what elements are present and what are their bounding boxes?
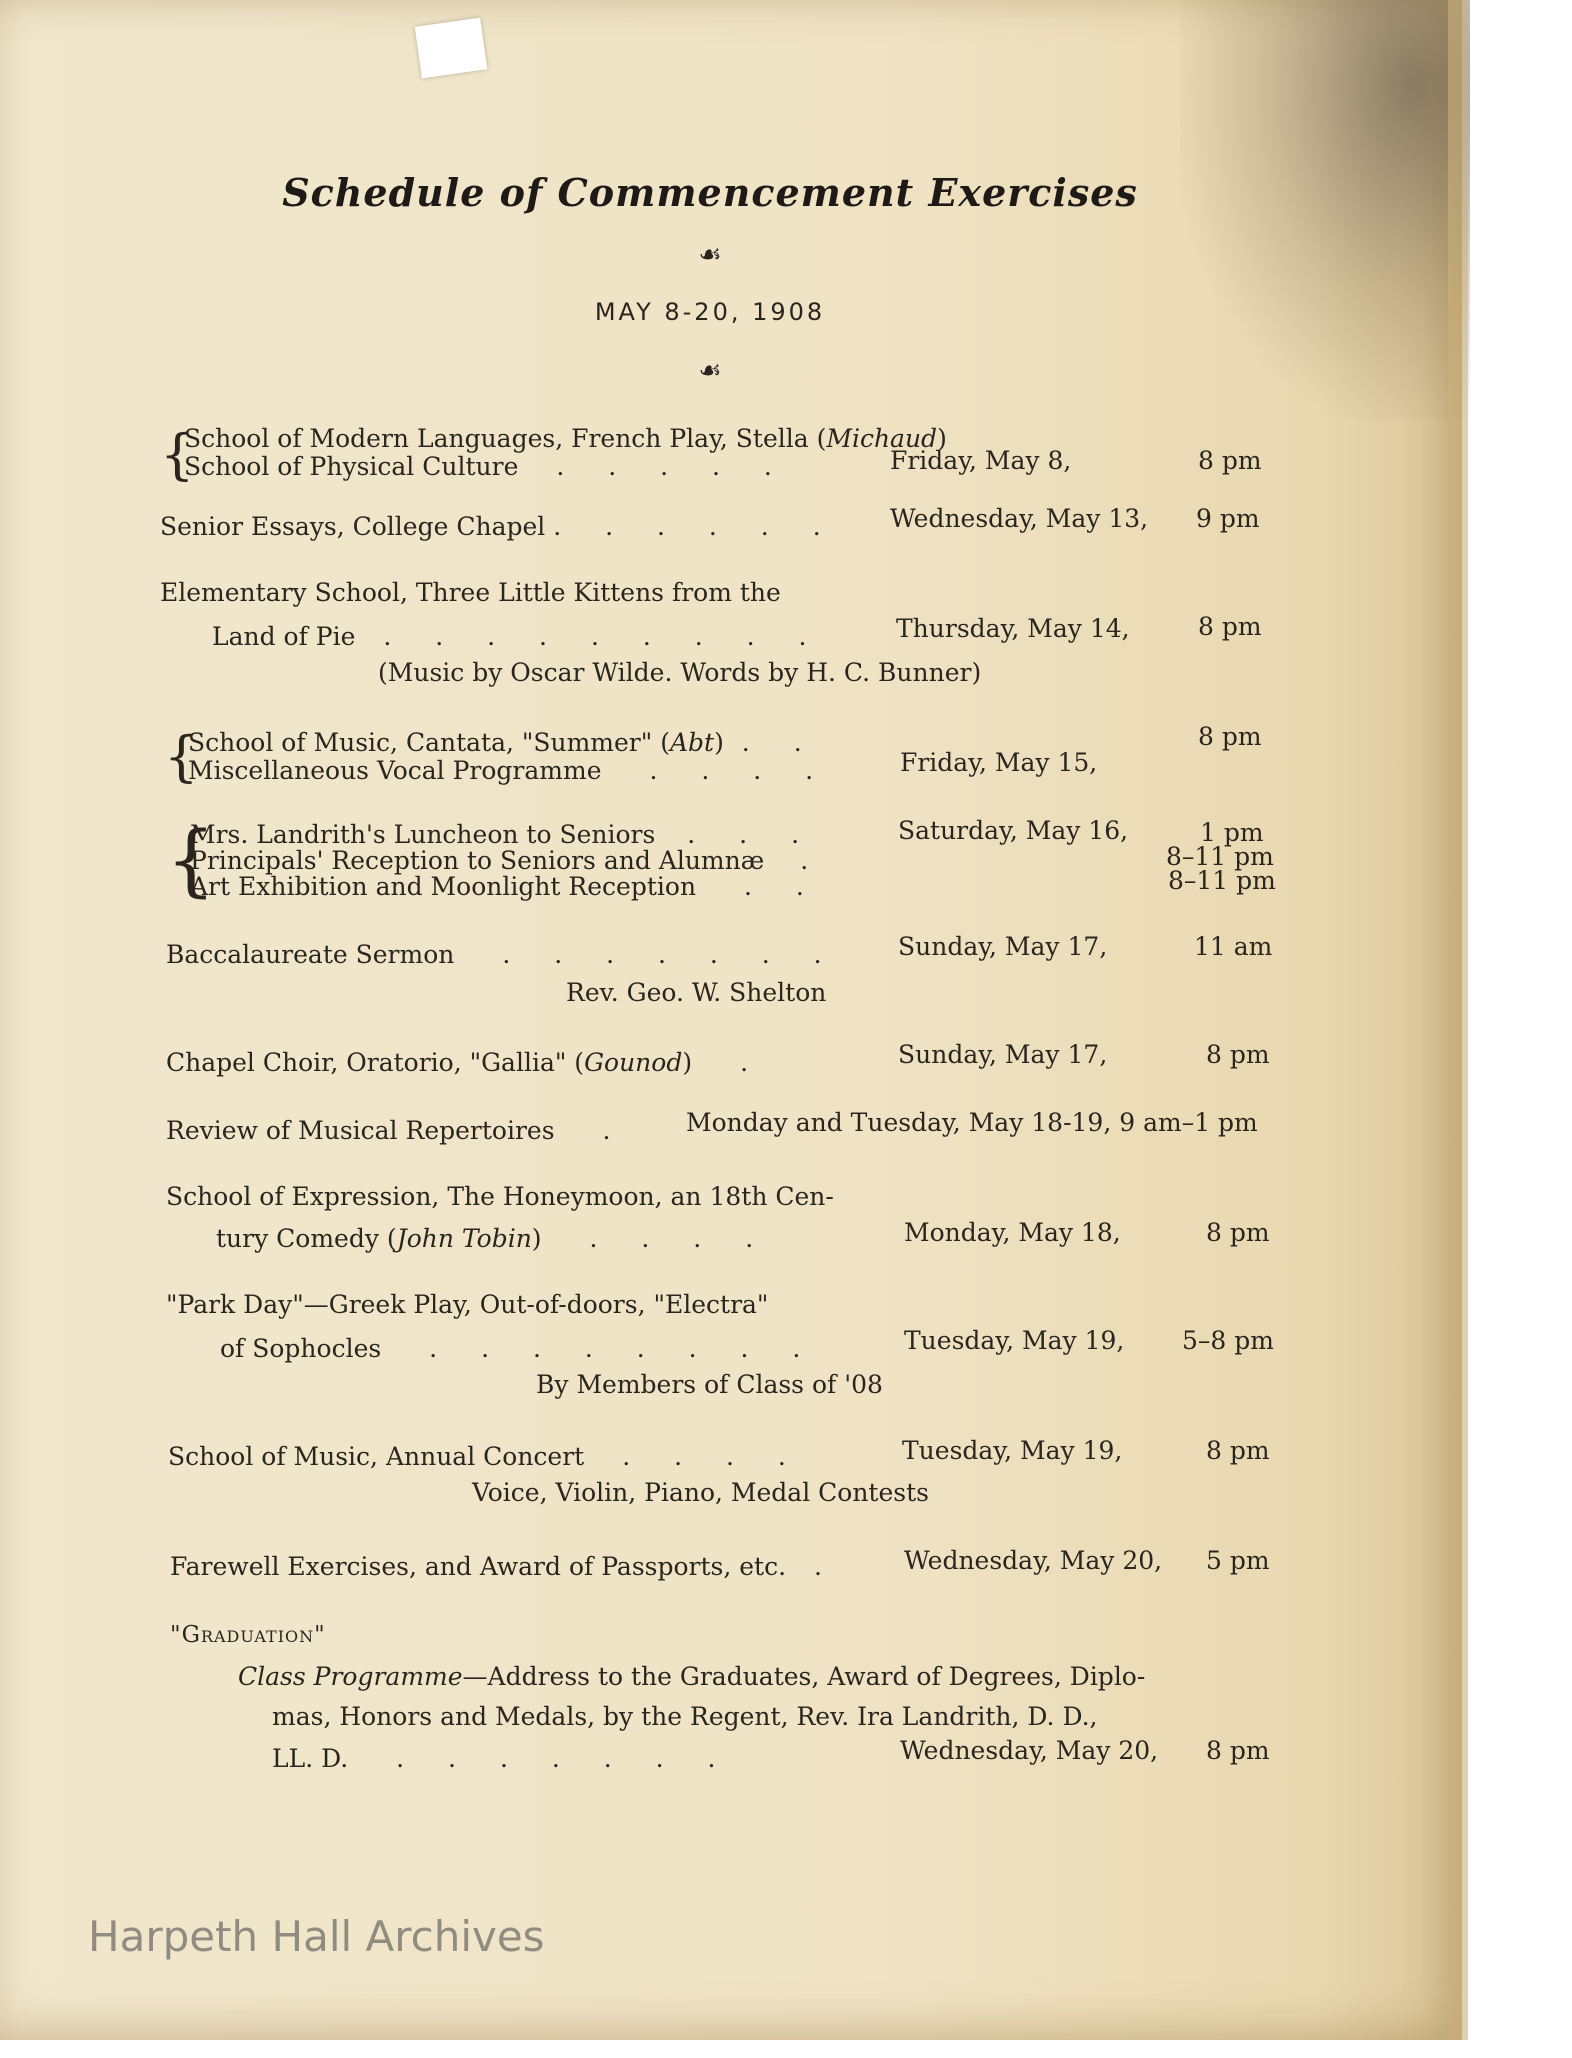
event-date: Saturday, May 16, xyxy=(898,816,1129,845)
event-time: 8–11 pm xyxy=(1166,842,1274,871)
event-date: Tuesday, May 19, xyxy=(904,1326,1125,1355)
paper-edge xyxy=(1448,0,1468,2040)
event-line: Miscellaneous Vocal Programme . . . . xyxy=(188,756,832,785)
brace-icon: { xyxy=(166,816,216,906)
event-date: Wednesday, May 13, xyxy=(890,504,1149,533)
event-line: Principals' Reception to Seniors and Alumnæ . xyxy=(190,846,827,875)
event-time: 11 am xyxy=(1194,932,1273,961)
event-date: Friday, May 15, xyxy=(900,748,1098,777)
event-time: 8 pm xyxy=(1206,1436,1270,1465)
event-date: Tuesday, May 19, xyxy=(902,1436,1123,1465)
ornament-icon: ☙ xyxy=(698,356,722,386)
event-line: "Park Day"—Greek Play, Out-of-doors, "Electra" xyxy=(166,1290,769,1319)
event-date: Monday, May 18, xyxy=(904,1218,1121,1247)
event-line: Art Exhibition and Moonlight Reception . . xyxy=(190,872,822,901)
event-line: of Sophocles . . . . . . . . xyxy=(220,1334,819,1363)
event-line: Mrs. Landrith's Luncheon to Seniors . . . xyxy=(190,820,818,849)
event-time: 8 pm xyxy=(1198,612,1262,641)
event-date: Wednesday, May 20, xyxy=(900,1736,1159,1765)
event-time: 8–11 pm xyxy=(1168,866,1276,895)
event-line: mas, Honors and Medals, by the Regent, Rev. Ira Landrith, D. D., xyxy=(272,1702,1098,1731)
event-time: 8 pm xyxy=(1206,1040,1270,1069)
event-line: Chapel Choir, Oratorio, "Gallia" (Gounod) . xyxy=(166,1048,767,1077)
event-note: Voice, Violin, Piano, Medal Contests xyxy=(472,1478,929,1507)
event-time: 8 pm xyxy=(1198,446,1262,475)
event-line: Land of Pie . . . . . . . . . xyxy=(212,622,825,651)
event-note: (Music by Oscar Wilde. Words by H. C. Bunner) xyxy=(378,658,982,687)
event-date: Wednesday, May 20, xyxy=(904,1546,1163,1575)
event-time: 9 pm xyxy=(1196,504,1260,533)
event-date: Friday, May 8, xyxy=(890,446,1072,475)
event-line: School of Expression, The Honeymoon, an 18th Cen- xyxy=(166,1182,834,1211)
event-line: LL. D. . . . . . . . xyxy=(272,1744,734,1773)
event-time: 5–8 pm xyxy=(1182,1326,1274,1355)
event-date: Monday and Tuesday, May 18-19, 9 am–1 pm xyxy=(686,1108,1258,1137)
event-line: Senior Essays, College Chapel . . . . . . xyxy=(160,512,839,541)
event-date: Sunday, May 17, xyxy=(898,1040,1108,1069)
event-line: Baccalaureate Sermon . . . . . . . xyxy=(166,940,840,969)
event-date: Sunday, May 17, xyxy=(898,932,1108,961)
brace-icon: { xyxy=(164,725,199,788)
event-note: Rev. Geo. W. Shelton xyxy=(566,978,827,1007)
event-line: Farewell Exercises, and Award of Passports, etc. . xyxy=(170,1552,840,1581)
event-line: Review of Musical Repertoires . xyxy=(166,1116,629,1145)
torn-tab xyxy=(415,18,488,79)
event-line: Elementary School, Three Little Kittens from the xyxy=(160,578,781,607)
event-date: Thursday, May 14, xyxy=(896,614,1130,643)
event-time: 8 pm xyxy=(1206,1736,1270,1765)
archive-watermark: Harpeth Hall Archives xyxy=(88,1912,545,1961)
event-line: School of Music, Cantata, "Summer" (Abt) . . xyxy=(188,728,820,757)
event-line: tury Comedy (John Tobin) . . . . xyxy=(216,1224,772,1253)
event-line: Class Programme—Address to the Graduates, Award of Degrees, Diplo- xyxy=(238,1662,1146,1691)
event-line: School of Music, Annual Concert . . . . xyxy=(168,1442,804,1471)
event-heading: "Graduation" xyxy=(170,1622,326,1648)
ornament-icon: ☙ xyxy=(698,240,722,270)
date-range: MAY 8-20, 1908 xyxy=(594,298,826,326)
event-line: School of Modern Languages, French Play, Stella (Michaud) xyxy=(184,424,947,453)
event-time: 8 pm xyxy=(1198,722,1262,751)
event-line: School of Physical Culture . . . . . xyxy=(184,452,790,481)
event-time: 8 pm xyxy=(1206,1218,1270,1247)
brace-icon: { xyxy=(160,423,195,486)
event-note: By Members of Class of '08 xyxy=(536,1370,883,1399)
page-title: Schedule of Commencement Exercises xyxy=(282,170,1138,215)
event-time: 5 pm xyxy=(1206,1546,1270,1575)
event-time: 1 pm xyxy=(1200,818,1264,847)
